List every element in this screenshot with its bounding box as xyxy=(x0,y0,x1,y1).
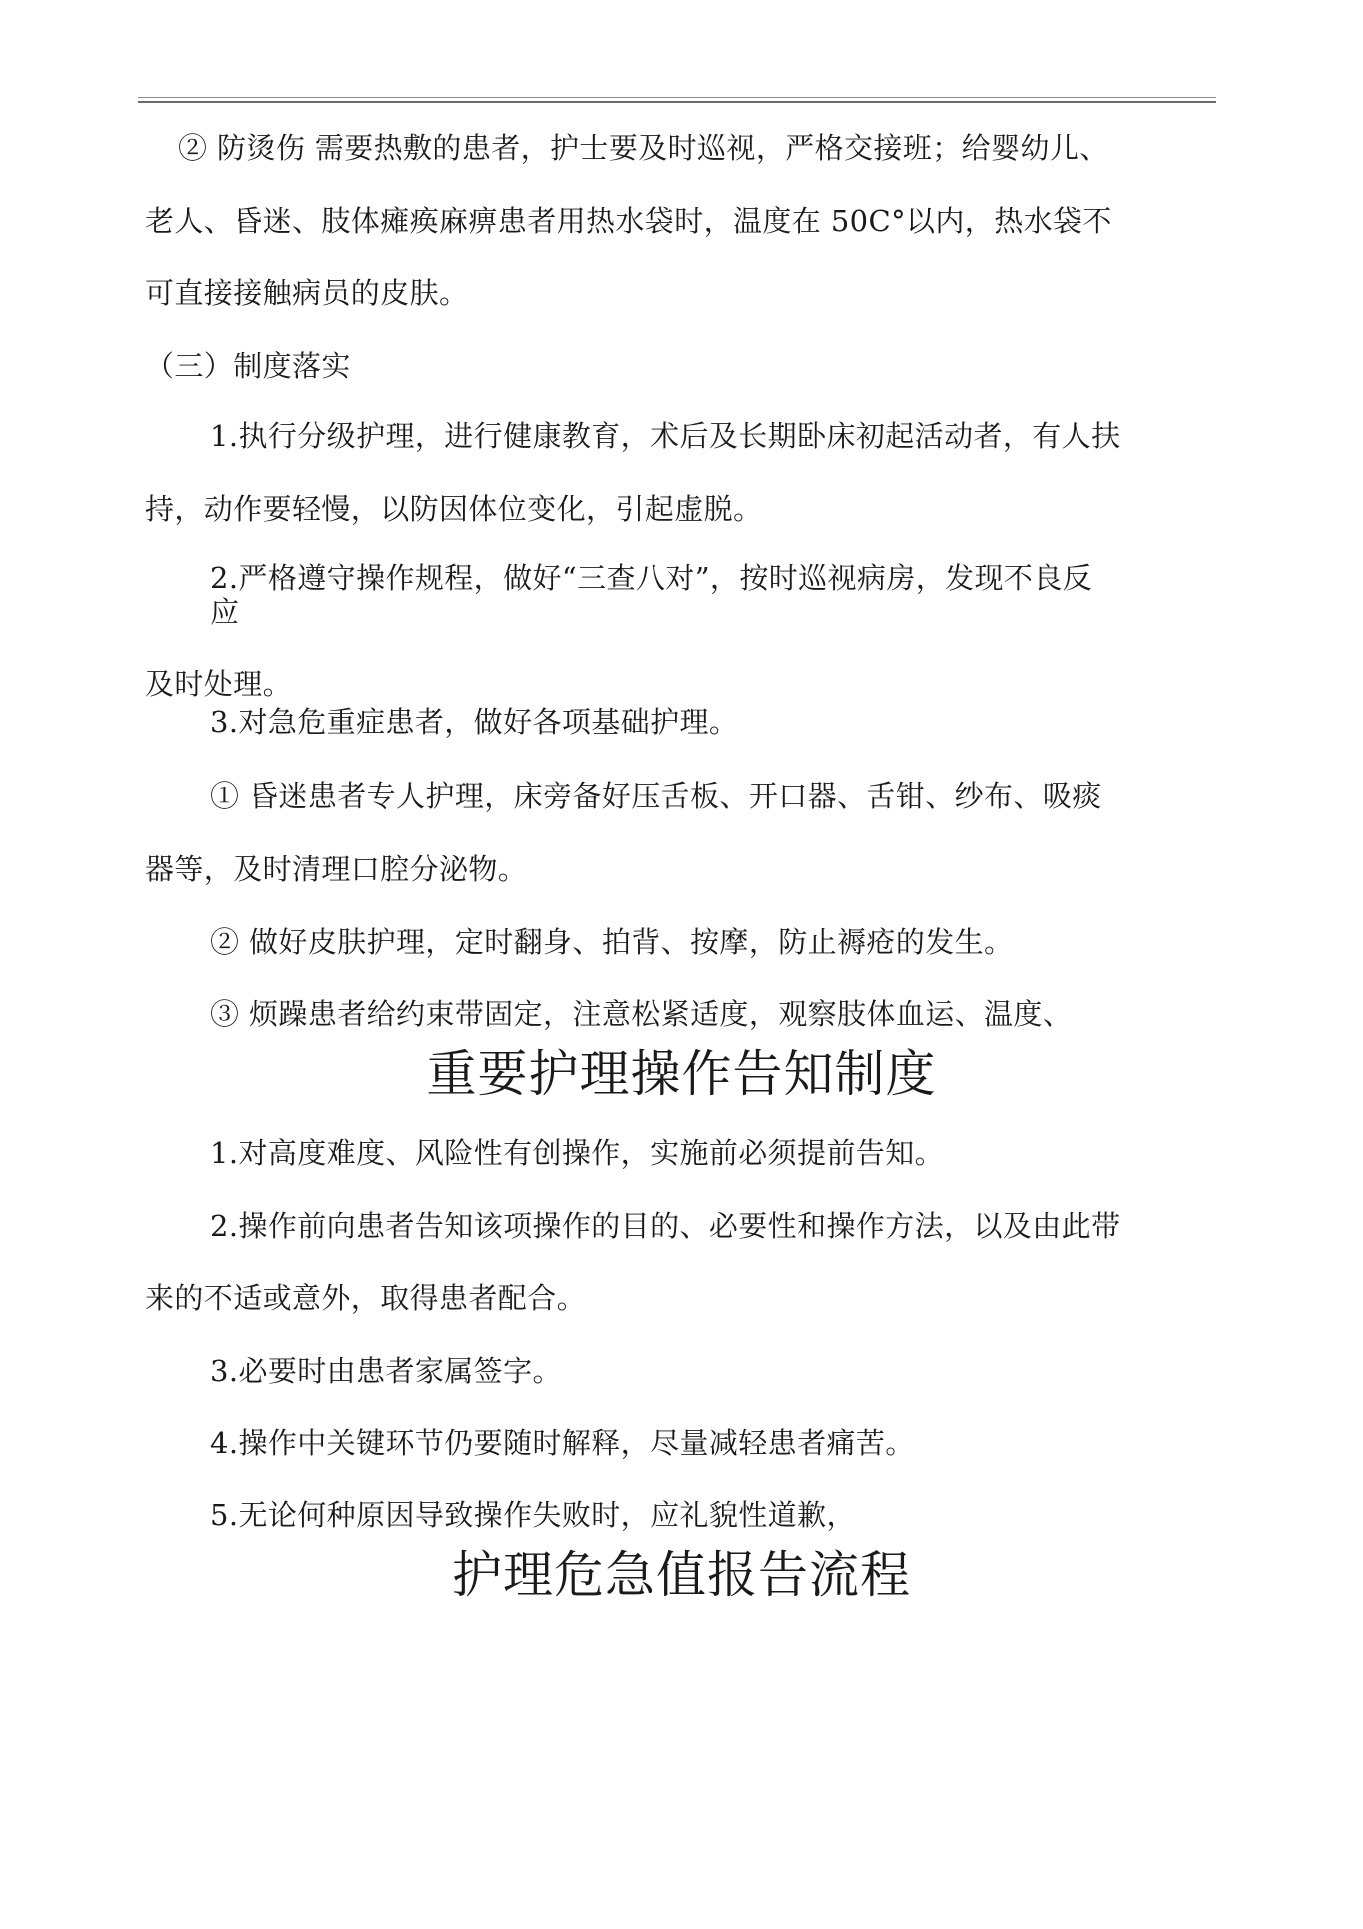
list-item-line: 4.操作中关键环节仍要随时解释，尽量减轻患者痛苦。 xyxy=(210,1426,915,1460)
list-item-line: 5.无论何种原因导致操作失败时，应礼貌性道歉， xyxy=(210,1498,856,1532)
section-title: 护理危急值报告流程 xyxy=(452,1546,911,1604)
list-item-line: 应 xyxy=(210,595,240,629)
list-item-line: 3.对急危重症患者，做好各项基础护理。 xyxy=(210,705,739,739)
list-item-line: 1.对高度难度、风险性有创操作，实施前必须提前告知。 xyxy=(210,1136,945,1170)
sub-heading: （三）制度落实 xyxy=(145,349,351,383)
paragraph-line: ② 防烫伤 需要热敷的患者，护士要及时巡视，严格交接班；给婴幼儿、 xyxy=(178,131,1109,165)
list-item-line: 及时处理。 xyxy=(145,667,293,701)
paragraph-line: 可直接接触病员的皮肤。 xyxy=(145,276,469,310)
sub-item-line: 器等，及时清理口腔分泌物。 xyxy=(145,852,528,886)
list-item-line: 2.严格遵守操作规程，做好“三查八对”，按时巡视病房，发现不良反 xyxy=(210,561,1093,595)
paragraph-line: 老人、昏迷、肢体瘫痪麻痹患者用热水袋时，温度在 50C°以内，热水袋不 xyxy=(145,204,1112,238)
header-rule-thick xyxy=(138,101,1216,103)
list-item-line: 2.操作前向患者告知该项操作的目的、必要性和操作方法，以及由此带 xyxy=(210,1209,1121,1243)
list-item-line: 3.必要时由患者家属签字。 xyxy=(210,1354,562,1388)
section-title: 重要护理操作告知制度 xyxy=(426,1045,937,1103)
list-item-line: 来的不适或意外，取得患者配合。 xyxy=(145,1281,587,1315)
list-item-line: 持，动作要轻慢，以防因体位变化，引起虚脱。 xyxy=(145,492,763,526)
sub-item-line: ③ 烦躁患者给约束带固定，注意松紧适度，观察肢体血运、温度、 xyxy=(210,997,1073,1031)
list-item-line: 1.执行分级护理，进行健康教育，术后及长期卧床初起活动者，有人扶 xyxy=(210,419,1121,453)
sub-item-line: ② 做好皮肤护理，定时翻身、拍背、按摩，防止褥疮的发生。 xyxy=(210,925,1014,959)
sub-item-line: ① 昏迷患者专人护理，床旁备好压舌板、开口器、舌钳、纱布、吸痰 xyxy=(210,779,1102,813)
header-rule-thin xyxy=(138,97,1216,98)
